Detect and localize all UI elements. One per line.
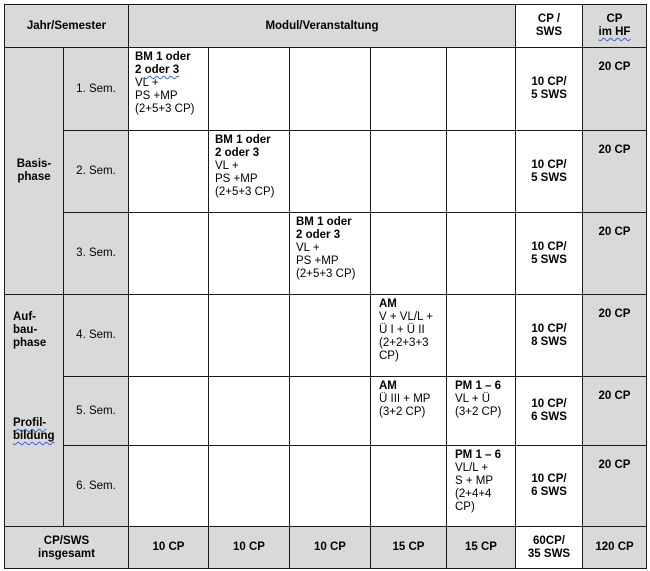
phase-profil-line2: bildung bbox=[13, 430, 55, 442]
totals-col3-value: 10 CP bbox=[314, 541, 346, 553]
bm-sem2-line4: PS +MP bbox=[215, 173, 258, 185]
cp-hf-sem5 bbox=[582, 376, 647, 446]
semester-4 bbox=[63, 294, 129, 377]
totals-cp-sws bbox=[515, 526, 583, 569]
module-cell-sem4-col1 bbox=[128, 294, 209, 377]
semester-2-label: 2. Sem. bbox=[76, 165, 116, 177]
cp-sws-sem6 bbox=[515, 445, 583, 527]
cp-hf-sem4-value: 20 CP bbox=[598, 308, 631, 320]
totals-col4 bbox=[370, 526, 447, 569]
header-year-semester bbox=[4, 4, 129, 48]
phase-aufbau bbox=[13, 311, 46, 350]
cp-hf-sem1 bbox=[582, 47, 647, 131]
cp-sws-sem3 bbox=[515, 212, 583, 295]
am-sem5-line3: (3+2 CP) bbox=[379, 406, 426, 418]
module-cell-sem6-col2 bbox=[208, 445, 290, 527]
module-cell-sem6-col1 bbox=[128, 445, 209, 527]
bm-sem3-line4: PS +MP bbox=[296, 255, 339, 267]
phase-profil-line1: Profil- bbox=[13, 417, 47, 429]
totals-cp-sws-line1: 60CP/ bbox=[533, 534, 565, 547]
module-cell-sem1-col2 bbox=[208, 47, 290, 131]
module-cell-sem6-pm bbox=[446, 445, 516, 527]
semester-1 bbox=[63, 47, 129, 131]
totals-col2 bbox=[208, 526, 290, 569]
module-cell-sem4-col2 bbox=[208, 294, 290, 377]
am-sem5-title: AM bbox=[379, 380, 397, 392]
bm-sem2-line5: (2+5+3 CP) bbox=[215, 186, 275, 198]
header-cp-sws bbox=[515, 4, 583, 48]
cp-sws-sem2 bbox=[515, 130, 583, 213]
pm-sem5-title: PM 1 – 6 bbox=[455, 380, 502, 392]
bm-sem2-line3: VL + bbox=[215, 160, 239, 172]
pm-sem6-title: PM 1 – 6 bbox=[455, 449, 502, 461]
totals-cp-sws-line2: 35 SWS bbox=[527, 547, 571, 560]
cp-sws-sem2-cp: 10 CP/ bbox=[531, 158, 567, 171]
totals-label-line1: CP/SWS bbox=[43, 534, 90, 547]
module-cell-sem3-bm bbox=[289, 212, 371, 295]
module-cell-sem2-col5 bbox=[446, 130, 516, 213]
bm-sem1-line5: (2+5+3 CP) bbox=[135, 103, 195, 115]
semester-1-label: 1. Sem. bbox=[76, 82, 116, 95]
am-sem4-line5: CP) bbox=[379, 350, 399, 362]
totals-col3 bbox=[289, 526, 371, 569]
phase-aufbau-line2: bau- bbox=[13, 324, 38, 336]
bm-sem2-title2: 2 oder 3 bbox=[215, 147, 260, 159]
header-cp-sws-line1: CP / bbox=[537, 13, 561, 25]
pm-sem6-line5: CP) bbox=[455, 501, 475, 513]
bm-sem1-title2b: oder 3 bbox=[144, 64, 180, 76]
totals-label bbox=[4, 526, 129, 569]
totals-cp-hf bbox=[582, 526, 647, 569]
totals-col1-value: 10 CP bbox=[152, 541, 185, 553]
semester-5 bbox=[63, 376, 129, 446]
bm-sem3-line3: VL + bbox=[296, 242, 320, 254]
cp-sws-sem5-cp: 10 CP/ bbox=[531, 398, 567, 410]
module-cell-sem2-col4 bbox=[370, 130, 447, 213]
module-cell-sem1-col3 bbox=[289, 47, 371, 131]
module-cell-sem5-col3 bbox=[289, 376, 371, 446]
header-modul-label: Modul/Veranstaltung bbox=[265, 19, 379, 32]
module-cell-sem3-col4 bbox=[370, 212, 447, 295]
module-cell-sem5-col2 bbox=[208, 376, 290, 446]
pm-sem6-line2: VL/L + bbox=[455, 462, 489, 474]
cp-sws-sem6-sws: 6 SWS bbox=[531, 486, 567, 498]
semester-4-label: 4. Sem. bbox=[76, 329, 116, 341]
am-sem4-line2: V + VL/L + bbox=[379, 311, 433, 323]
pm-sem6-line3: S + MP bbox=[455, 475, 494, 487]
phase-basis-line1: Basis- bbox=[16, 158, 52, 170]
bm-sem2-title1: BM 1 oder bbox=[215, 134, 271, 146]
semester-5-label: 5. Sem. bbox=[76, 404, 116, 417]
totals-col4-value: 15 CP bbox=[392, 541, 425, 553]
cp-sws-sem1-cp: 10 CP/ bbox=[531, 76, 567, 88]
cp-hf-sem2-value: 20 CP bbox=[598, 144, 631, 156]
module-cell-sem3-col2 bbox=[208, 212, 290, 295]
am-sem4-title: AM bbox=[379, 298, 397, 310]
cp-hf-sem3 bbox=[582, 212, 647, 295]
totals-col2-value: 10 CP bbox=[233, 541, 265, 553]
bm-sem3-title1: BM 1 oder bbox=[296, 216, 352, 228]
cp-sws-sem1 bbox=[515, 47, 583, 131]
semester-6-label: 6. Sem. bbox=[76, 479, 116, 492]
cp-sws-sem6-cp: 10 CP/ bbox=[531, 473, 567, 485]
phase-aufbau-line3: phase bbox=[13, 337, 47, 349]
am-sem4-line3: Ü I + Ü II bbox=[379, 324, 425, 336]
cp-sws-sem5-sws: 6 SWS bbox=[531, 411, 567, 423]
cp-hf-sem4 bbox=[582, 294, 647, 377]
module-cell-sem3-col5 bbox=[446, 212, 516, 295]
am-sem4-line4: (2+2+3+3 bbox=[379, 337, 429, 349]
module-cell-sem4-col3 bbox=[289, 294, 371, 377]
module-cell-sem5-am bbox=[370, 376, 447, 446]
cp-sws-sem3-sws: 5 SWS bbox=[531, 253, 567, 266]
module-cell-sem1-bm bbox=[128, 47, 209, 131]
pm-sem5-line2: VL + Ü bbox=[455, 393, 491, 405]
module-cell-sem6-col4 bbox=[370, 445, 447, 527]
phase-profil bbox=[13, 417, 55, 443]
module-cell-sem1-col4 bbox=[370, 47, 447, 131]
totals-cp-hf-value: 120 CP bbox=[595, 541, 634, 553]
bm-sem1-line3: VL + bbox=[135, 77, 159, 89]
header-cp-sws-line2: SWS bbox=[535, 26, 563, 38]
cp-sws-sem5 bbox=[515, 376, 583, 446]
header-year-semester-label: Jahr/Semester bbox=[26, 19, 107, 32]
cp-hf-sem2 bbox=[582, 130, 647, 213]
header-modul bbox=[128, 4, 516, 48]
totals-col5 bbox=[446, 526, 516, 569]
module-cell-sem2-col3 bbox=[289, 130, 371, 213]
cp-sws-sem4 bbox=[515, 294, 583, 377]
module-cell-sem3-col1 bbox=[128, 212, 209, 295]
cp-sws-sem1-sws: 5 SWS bbox=[531, 89, 567, 101]
bm-sem1-title2a: 2 bbox=[135, 64, 145, 76]
module-cell-sem2-col1 bbox=[128, 130, 209, 213]
cp-hf-sem3-value: 20 CP bbox=[598, 226, 631, 238]
bm-sem3-title2: 2 oder 3 bbox=[296, 229, 341, 241]
phase-aufbau-profil bbox=[4, 294, 64, 527]
module-cell-sem6-col3 bbox=[289, 445, 371, 527]
am-sem5-line2: Ü III + MP bbox=[379, 393, 431, 405]
module-cell-sem1-col5 bbox=[446, 47, 516, 131]
phase-basis bbox=[4, 47, 64, 295]
cp-hf-sem1-value: 20 CP bbox=[598, 61, 631, 73]
header-cp-hf-line2: im HF bbox=[598, 26, 631, 38]
semester-2 bbox=[63, 130, 129, 213]
module-cell-sem4-am bbox=[370, 294, 447, 377]
bm-sem1-title1: BM 1 oder bbox=[135, 51, 191, 63]
semester-3 bbox=[63, 212, 129, 295]
cp-hf-sem6 bbox=[582, 445, 647, 527]
phase-basis-line2: phase bbox=[17, 171, 51, 183]
pm-sem5-line3: (3+2 CP) bbox=[455, 406, 502, 418]
module-cell-sem5-col1 bbox=[128, 376, 209, 446]
totals-col5-value: 15 CP bbox=[465, 541, 497, 553]
module-cell-sem2-bm bbox=[208, 130, 290, 213]
cp-sws-sem4-cp: 10 CP/ bbox=[531, 322, 567, 335]
cp-hf-sem6-value: 20 CP bbox=[598, 459, 631, 471]
module-cell-sem4-col5 bbox=[446, 294, 516, 377]
bm-sem1-line4: PS +MP bbox=[135, 90, 178, 102]
header-cp-hf bbox=[582, 4, 647, 48]
totals-col1 bbox=[128, 526, 209, 569]
cp-sws-sem3-cp: 10 CP/ bbox=[531, 240, 567, 253]
module-cell-sem5-pm bbox=[446, 376, 516, 446]
bm-sem3-line5: (2+5+3 CP) bbox=[296, 268, 356, 280]
cp-hf-sem5-value: 20 CP bbox=[598, 390, 631, 402]
semester-3-label: 3. Sem. bbox=[76, 247, 116, 259]
pm-sem6-line4: (2+4+4 bbox=[455, 488, 492, 500]
semester-6 bbox=[63, 445, 129, 527]
phase-aufbau-line1: Auf- bbox=[13, 311, 36, 323]
cp-sws-sem2-sws: 5 SWS bbox=[531, 171, 567, 184]
totals-label-line2: insgesamt bbox=[38, 547, 95, 560]
cp-sws-sem4-sws: 8 SWS bbox=[531, 335, 567, 348]
header-cp-hf-line1: CP bbox=[606, 13, 623, 25]
